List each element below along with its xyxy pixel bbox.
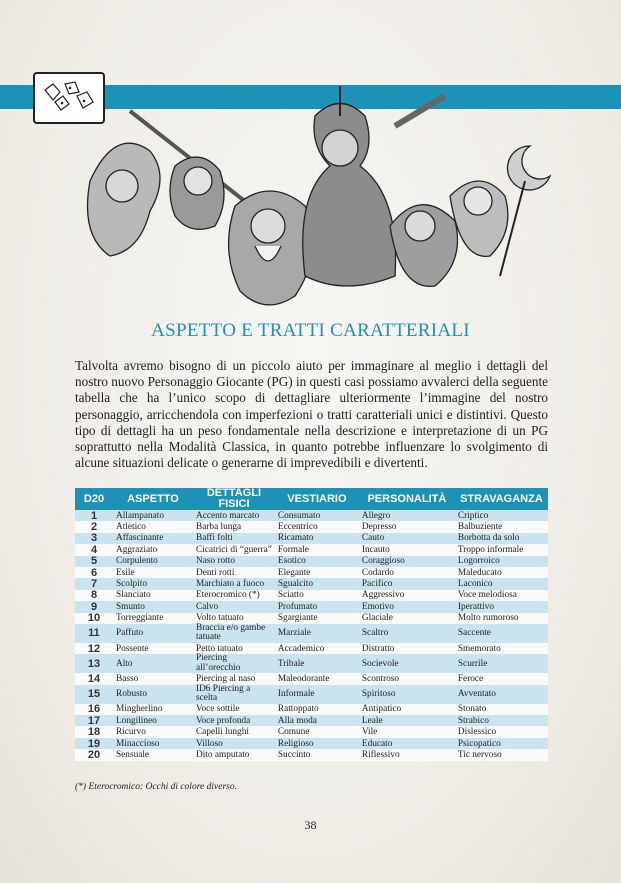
table-cell: Antipatico [359, 704, 455, 715]
table-cell: Corpulento [113, 556, 193, 567]
table-cell: Informale [275, 685, 359, 704]
table-cell: Succinto [275, 749, 359, 760]
table-cell: Barba lunga [193, 521, 275, 532]
table-row [75, 544, 548, 555]
table-row [75, 738, 548, 749]
table-cell: Paffuto [113, 624, 193, 643]
table-cell: Marziale [275, 624, 359, 643]
table-cell: Iperattivo [455, 601, 548, 612]
table-cell: Criptico [455, 510, 548, 521]
table-cell: Petto tatuato [193, 643, 275, 654]
table-cell: Villoso [193, 738, 275, 749]
table-cell: Allampanato [113, 510, 193, 521]
table-cell: Ricamato [275, 533, 359, 544]
table-header-row [75, 488, 548, 510]
table-cell: Allegro [359, 510, 455, 521]
table-cell: Aggraziato [113, 544, 193, 555]
table-cell: Comune [275, 726, 359, 737]
intro-paragraph: Talvolta avremo bisogno di un piccolo aiuto per immaginare al meglio i dettagli del nostro nuovo Personaggio Giocante (PG) in questi casi possiamo avvalerci della seguente tabella che ha l’unico scopo di dettagliare ulteriormente l’immagine del nostro personaggio, arricchendola con imperfezioni o tratti caratteriali unici e distintivi. Questo tipo di dettagli ha un peso fondamentale nella descrizione e interpretazione di un PG soprattutto nella Modalità Classica, in quanto potrebbe influenzare lo svolgimento di alcune situazioni delicate o generarne di imprevedibili e divertenti. [75, 358, 548, 471]
table-cell: Pacifico [359, 578, 455, 589]
table-cell: Esotico [275, 556, 359, 567]
table-cell: Scaltro [359, 624, 455, 643]
table-cell: Tribale [275, 654, 359, 673]
table-cell: Cauto [359, 533, 455, 544]
table-cell: Eccentrico [275, 521, 359, 532]
table-cell: Slanciato [113, 590, 193, 601]
table-row [75, 673, 548, 684]
row-number: 14 [75, 673, 113, 684]
table-cell: Mingherlino [113, 704, 193, 715]
table-cell: Maleodorante [275, 673, 359, 684]
table-cell: Saccente [455, 624, 548, 643]
table-cell: Incauto [359, 544, 455, 555]
table-cell: Calvo [193, 601, 275, 612]
row-number: 12 [75, 643, 113, 654]
row-number: 6 [75, 567, 113, 578]
table-cell: Braccia e/o gambe tatuate [193, 624, 275, 643]
table-cell: Cicatrici di “guerra” [193, 544, 275, 555]
row-number: 1 [75, 510, 113, 521]
table-cell: Glaciale [359, 613, 455, 624]
table-cell: Consumato [275, 510, 359, 521]
row-number: 8 [75, 590, 113, 601]
table-cell: Profumato [275, 601, 359, 612]
table-cell: Dislessico [455, 726, 548, 737]
table-cell: Educato [359, 738, 455, 749]
col-header-dettagli-fisici: DETTAGLI FISICI [193, 488, 275, 510]
table-cell: Dito amputato [193, 749, 275, 760]
table-cell: Scolpito [113, 578, 193, 589]
table-cell: Elegante [275, 567, 359, 578]
table-cell: Maleducato [455, 567, 548, 578]
row-number: 3 [75, 533, 113, 544]
table-cell: Torreggiante [113, 613, 193, 624]
table-cell: Robusto [113, 685, 193, 704]
table-cell: Ricurvo [113, 726, 193, 737]
table-cell: Vile [359, 726, 455, 737]
table-cell: Distratto [359, 643, 455, 654]
table-row [75, 521, 548, 532]
table-cell: Formale [275, 544, 359, 555]
row-number: 20 [75, 749, 113, 760]
col-header-aspetto: ASPETTO [113, 488, 193, 510]
table-cell: Piercing all’orecchio [193, 654, 275, 673]
row-number: 10 [75, 613, 113, 624]
row-number: 9 [75, 601, 113, 612]
table-cell: Capelli lunghi [193, 726, 275, 737]
table-cell: Alto [113, 654, 193, 673]
table-cell: Sgualcito [275, 578, 359, 589]
col-header-stravaganza: STRAVAGANZA [455, 488, 548, 510]
table-cell: Psicopatico [455, 738, 548, 749]
table-cell: Smunto [113, 601, 193, 612]
table-row [75, 715, 548, 726]
table-row [75, 533, 548, 544]
table-cell: Piercing al naso [193, 673, 275, 684]
table-cell: Baffi folti [193, 533, 275, 544]
page-number: 38 [304, 818, 317, 832]
row-number: 17 [75, 715, 113, 726]
table-cell: Aggressivo [359, 590, 455, 601]
table-cell: Alla moda [275, 715, 359, 726]
table-cell: Voce melodiosa [455, 590, 548, 601]
table-cell: Borbotta da solo [455, 533, 548, 544]
table-cell: Logorroico [455, 556, 548, 567]
table-row [75, 654, 548, 673]
table-cell: Accademico [275, 643, 359, 654]
table-cell: Balbuziente [455, 521, 548, 532]
table-row [75, 749, 548, 760]
row-number: 18 [75, 726, 113, 737]
row-number: 5 [75, 556, 113, 567]
table-cell: Sgargiante [275, 613, 359, 624]
table-row [75, 567, 548, 578]
table-cell: Rattoppato [275, 704, 359, 715]
table-cell: Leale [359, 715, 455, 726]
table-cell: Depresso [359, 521, 455, 532]
table-cell: Eterocromico (*) [193, 590, 275, 601]
table-cell: Codardo [359, 567, 455, 578]
table-cell: Basso [113, 673, 193, 684]
table-cell: Affascinante [113, 533, 193, 544]
table-cell: ID6 Piercing a scelta [193, 685, 275, 704]
table-cell: Scurrile [455, 654, 548, 673]
table-cell: Atletico [113, 521, 193, 532]
table-cell: Esile [113, 567, 193, 578]
table-cell: Voce profonda [193, 715, 275, 726]
table-row [75, 643, 548, 654]
table-cell: Molto rumoroso [455, 613, 548, 624]
table-cell: Riflessivo [359, 749, 455, 760]
page-title: ASPETTO E TRATTI CARATTERIALI [151, 320, 470, 341]
table-cell: Denti rotti [193, 567, 275, 578]
characters-illustration [60, 86, 560, 316]
table-cell: Troppo informale [455, 544, 548, 555]
table-cell: Smemorato [455, 643, 548, 654]
table-cell: Scontroso [359, 673, 455, 684]
table-cell: Volto tatuato [193, 613, 275, 624]
table-row [75, 590, 548, 601]
table-row [75, 726, 548, 737]
row-number: 4 [75, 544, 113, 555]
col-header-d20: D20 [75, 488, 113, 510]
table-cell: Coraggioso [359, 556, 455, 567]
table-cell: Avventato [455, 685, 548, 704]
table-cell: Emotivo [359, 601, 455, 612]
table-cell: Strabico [455, 715, 548, 726]
table-cell: Feroce [455, 673, 548, 684]
table-cell: Sensuale [113, 749, 193, 760]
table-cell: Longilineo [113, 715, 193, 726]
table-row [75, 704, 548, 715]
table-row [75, 556, 548, 567]
traits-table [75, 488, 548, 761]
row-number: 13 [75, 654, 113, 673]
table-cell: Socievole [359, 654, 455, 673]
table-row [75, 601, 548, 612]
table-cell: Stonato [455, 704, 548, 715]
row-number: 2 [75, 521, 113, 532]
col-header-vestiario: VESTIARIO [275, 488, 359, 510]
row-number: 11 [75, 624, 113, 643]
table-cell: Spiritoso [359, 685, 455, 704]
table-row [75, 613, 548, 624]
table-cell: Religioso [275, 738, 359, 749]
table-cell: Naso rotto [193, 556, 275, 567]
table-cell: Marchiato a fuoco [193, 578, 275, 589]
table-cell: Sciatto [275, 590, 359, 601]
table-cell: Accento marcato [193, 510, 275, 521]
table-cell: Voce sottile [193, 704, 275, 715]
table-row [75, 624, 548, 643]
col-header-personalita: PERSONALITÀ [359, 488, 455, 510]
row-number: 16 [75, 704, 113, 715]
table-row [75, 685, 548, 704]
table-cell: Minaccioso [113, 738, 193, 749]
table-cell: Laconico [455, 578, 548, 589]
row-number: 7 [75, 578, 113, 589]
table-row [75, 578, 548, 589]
table-cell: Possente [113, 643, 193, 654]
footnote: (*) Eterocromico: Occhi di colore diverso. [75, 782, 237, 792]
row-number: 19 [75, 738, 113, 749]
table-row [75, 510, 548, 521]
row-number: 15 [75, 685, 113, 704]
table-cell: Tic nervoso [455, 749, 548, 760]
